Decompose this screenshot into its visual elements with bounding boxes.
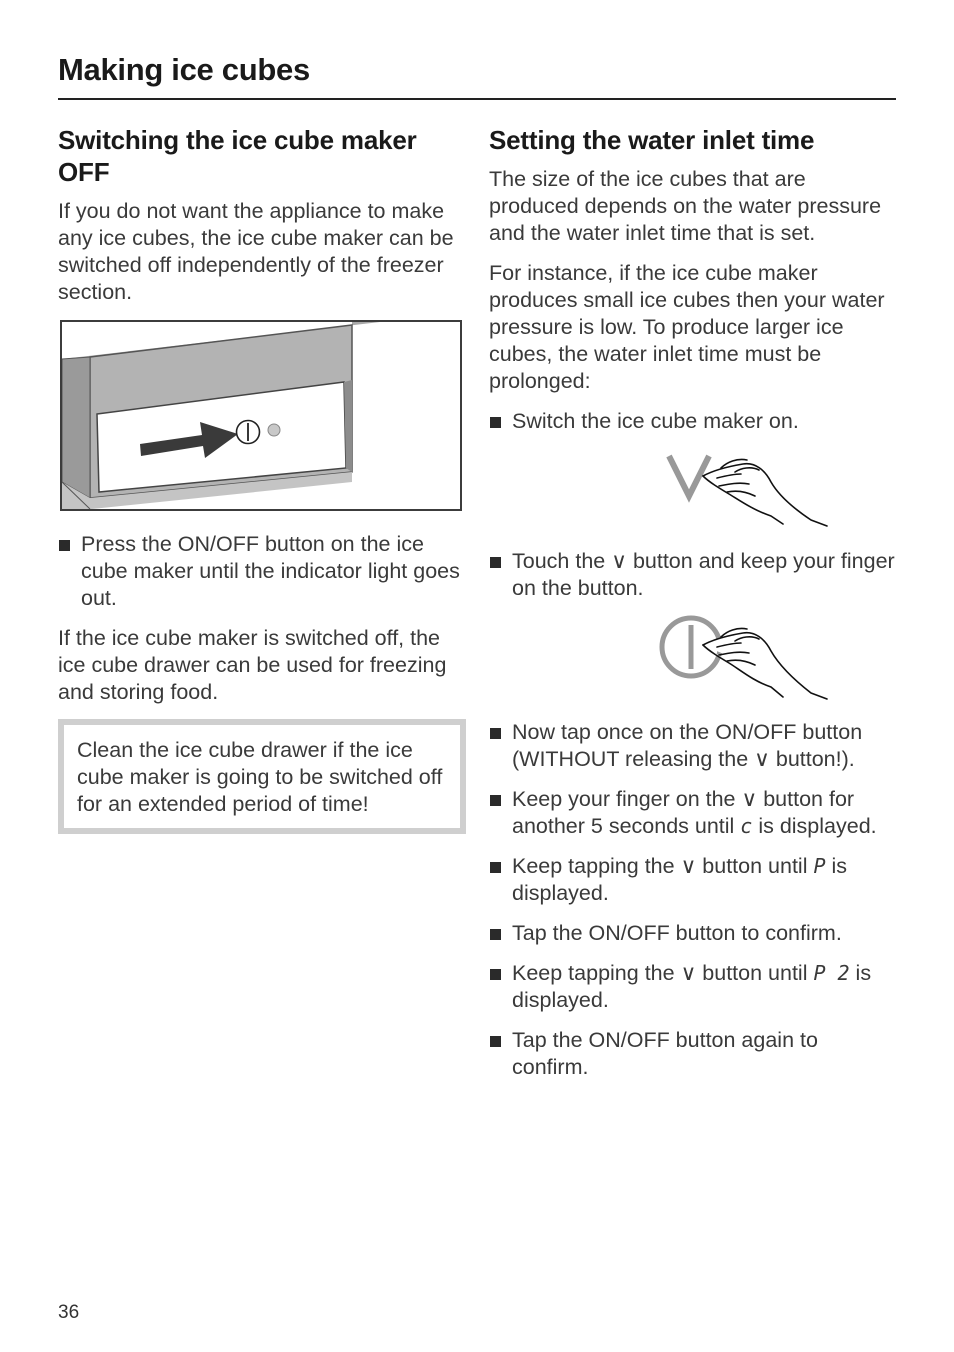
bullet-icon [490, 969, 501, 980]
down-symbol: ∨ [680, 961, 697, 985]
page-title: Making ice cubes [58, 52, 310, 87]
right-column [489, 124, 899, 1094]
list-item: Keep tapping the ∨ button until P 2 is displayed. [489, 960, 899, 1014]
right-step-list-2 [489, 548, 899, 602]
list-item: Press the ON/OFF button on the ice cube maker until the indicator light goes out. [58, 531, 466, 612]
after-paragraph: If the ice cube maker is switched off, the ice cube drawer can be used for freezing and storing food. [58, 626, 447, 704]
right-step-list [489, 408, 899, 435]
bullet-icon [490, 557, 501, 568]
title-divider [58, 98, 896, 100]
bullet-icon [59, 540, 70, 551]
ice-cube-maker-illustration [60, 320, 462, 511]
hand-touching-down-button-illustration [659, 448, 829, 528]
power-icon [237, 421, 260, 444]
inlet-paragraph-1: The size of the ice cubes that are produced depends on the water pressure and the water inlet time that is set. [489, 167, 882, 245]
left-column [58, 124, 466, 834]
display-readout: c [740, 814, 753, 838]
hand-icon [703, 459, 827, 526]
bullet-icon [490, 1036, 501, 1047]
down-symbol: ∨ [680, 854, 697, 878]
list-item: Tap the ON/OFF button to confirm. [489, 920, 899, 947]
left-step-list [58, 531, 466, 612]
bullet-icon [490, 728, 501, 739]
list-item: Now tap once on the ON/OFF button (WITHOUT releasing the ∨ button!). [489, 719, 899, 773]
indicator-light-icon [268, 424, 280, 436]
bullet-icon [490, 929, 501, 940]
list-item: Switch the ice cube maker on. [489, 408, 899, 435]
page-number: 36 [58, 1302, 80, 1323]
bullet-icon [490, 417, 501, 428]
down-symbol: ∨ [741, 787, 758, 811]
bullet-icon [490, 795, 501, 806]
note-box [58, 719, 466, 834]
display-readout: P [813, 854, 826, 878]
list-item: Keep your finger on the ∨ button for another 5 seconds until c is displayed. [489, 786, 899, 840]
list-item: Keep tapping the ∨ button until P is displayed. [489, 853, 899, 907]
intro-paragraph: If you do not want the appliance to make any ice cubes, the ice cube maker can be switched off independently of the freezer section. [58, 199, 454, 304]
note-text: Clean the ice cube drawer if the ice cube maker is going to be switched off for an extended period of time! [77, 738, 443, 816]
section-heading-switch-off: Switching the ice cube maker OFF [58, 125, 417, 187]
section-heading-water-inlet: Setting the water inlet time [489, 125, 815, 155]
display-readout: P 2 [813, 961, 850, 985]
hand-icon [703, 628, 827, 699]
down-symbol: ∨ [611, 549, 627, 573]
list-item: Tap the ON/OFF button again to confirm. [489, 1027, 899, 1081]
hand-touching-power-button-illustration [659, 615, 829, 701]
bullet-icon [490, 862, 501, 873]
inlet-paragraph-2: For instance, if the ice cube maker produces small ice cubes then your water pressure is low. To produce larger ice cubes, the water inlet time must be prolonged: [489, 261, 885, 393]
list-item: Touch the ∨ button and keep your finger on the button. [489, 548, 899, 602]
right-step-list-3 [489, 719, 899, 1081]
down-symbol: ∨ [754, 747, 770, 771]
